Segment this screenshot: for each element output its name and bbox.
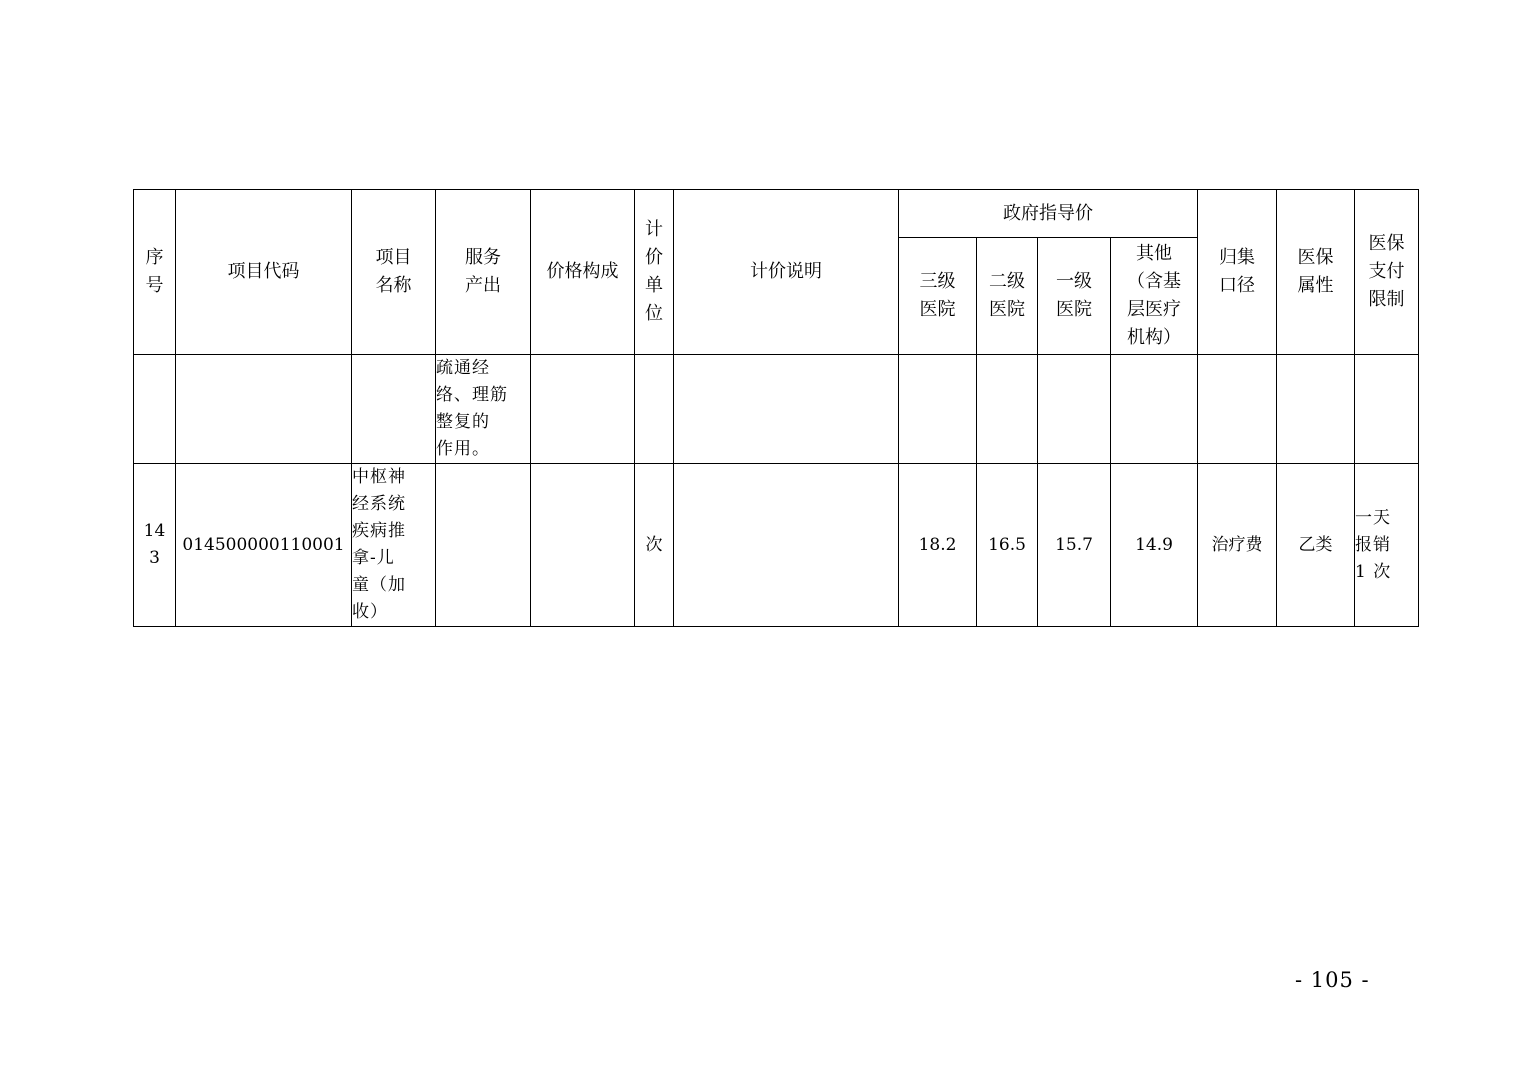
header-limit: 医保 支付 限制: [1355, 190, 1419, 355]
header-gov-price: 政府指导价: [899, 190, 1198, 238]
header-insurance: 医保 属性: [1277, 190, 1355, 355]
header-price-composition: 价格构成: [531, 190, 635, 355]
cell-unit: [635, 355, 674, 464]
header-tier2: 二级 医院: [977, 238, 1038, 355]
cell-category: [1198, 355, 1277, 464]
cell-insurance: 乙类: [1277, 464, 1355, 627]
cell-tier2: 16.5: [977, 464, 1038, 627]
cell-service: 疏通经 络、理筋 整复的 作用。: [436, 355, 531, 464]
cell-price-composition: [531, 355, 635, 464]
cell-service: [436, 464, 531, 627]
cell-other: 14.9: [1111, 464, 1198, 627]
header-tier1: 一级 医院: [1038, 238, 1111, 355]
cell-tier1: 15.7: [1038, 464, 1111, 627]
cell-name: 中枢神 经系统 疾病推 拿-儿 童（加 收）: [352, 464, 436, 627]
header-other: 其他 （含基 层医疗 机构）: [1111, 238, 1198, 355]
cell-code: [176, 355, 352, 464]
cell-price-composition: [531, 464, 635, 627]
header-seq: 序 号: [134, 190, 176, 355]
cell-name: [352, 355, 436, 464]
cell-tier3: [899, 355, 977, 464]
price-table: [133, 189, 1419, 627]
cell-category: 治疗费: [1198, 464, 1277, 627]
cell-insurance: [1277, 355, 1355, 464]
cell-limit: [1355, 355, 1419, 464]
cell-other: [1111, 355, 1198, 464]
cell-seq: 14 3: [134, 464, 176, 627]
cell-seq: [134, 355, 176, 464]
cell-unit: 次: [635, 464, 674, 627]
header-row-1: [134, 190, 1419, 238]
cell-description: [674, 464, 899, 627]
header-unit: 计 价 单 位: [635, 190, 674, 355]
cell-tier2: [977, 355, 1038, 464]
page-number: - 105 -: [1295, 968, 1370, 992]
table-row: [134, 355, 1419, 464]
header-service: 服务 产出: [436, 190, 531, 355]
cell-tier3: 18.2: [899, 464, 977, 627]
cell-tier1: [1038, 355, 1111, 464]
cell-limit: 一天 报销 1 次: [1355, 464, 1419, 627]
header-category: 归集 口径: [1198, 190, 1277, 355]
header-name: 项目 名称: [352, 190, 436, 355]
header-description: 计价说明: [674, 190, 899, 355]
cell-code: 014500000110001: [176, 464, 352, 627]
header-tier3: 三级 医院: [899, 238, 977, 355]
cell-description: [674, 355, 899, 464]
table-row: [134, 464, 1419, 627]
header-code: 项目代码: [176, 190, 352, 355]
